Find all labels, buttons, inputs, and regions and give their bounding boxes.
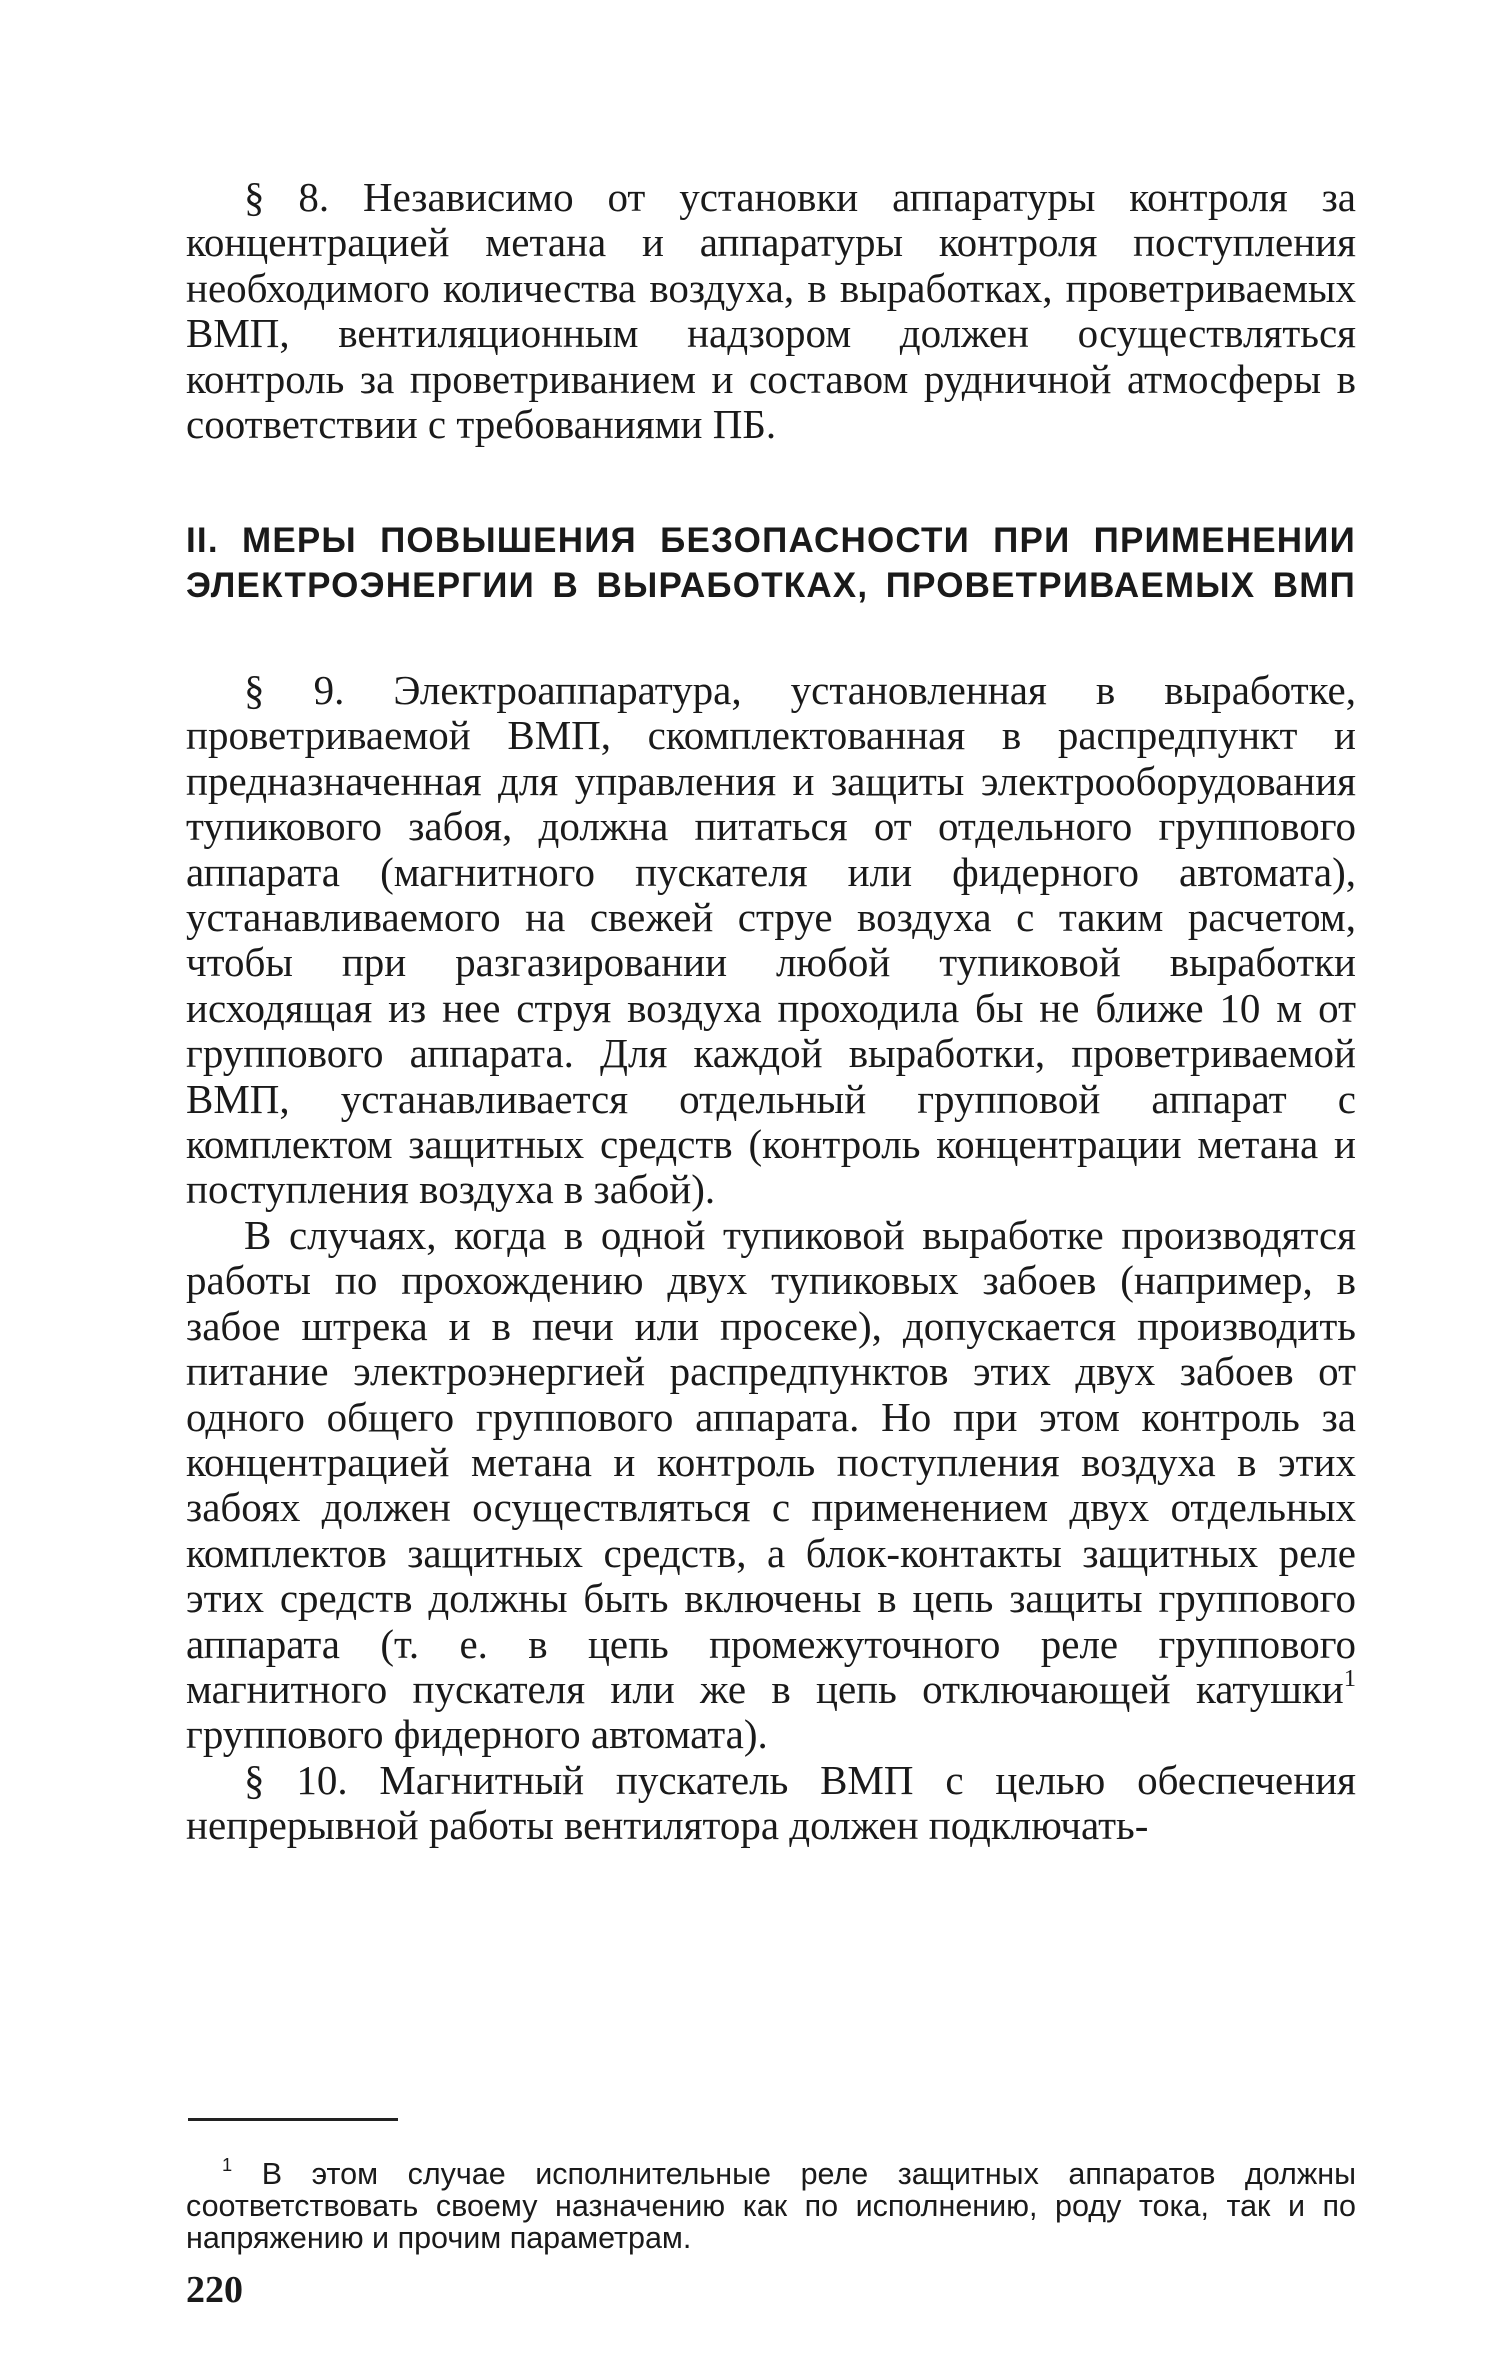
section-8-block bbox=[186, 175, 1356, 447]
section-9-continuation-text: В случаях, когда в одной тупиковой выработке производятся работы по прохождению двух тупиковых забоев (например, в забое штрека и в печи или просеке), допускается производить питание электроэнергией распредпунктов этих двух забоев от одного общего группового аппарата. Но при этом контроль за концентрацией метана и контроль поступления воздуха в этих забоях должен осуществляться с применением двух отдельных комплектов защитных средств, а блок-контакты защитных реле этих средств должны быть включены в цепь защиты группового аппарата (т. е. в цепь промежуточного реле группового магнитного пускателя или же в цепь отключающей катушки bbox=[186, 1211, 1356, 1712]
footnotes-block bbox=[186, 2154, 1356, 2255]
chapter-heading-line-1: II. МЕРЫ ПОВЫШЕНИЯ БЕЗОПАСНОСТИ ПРИ ПРИМЕНЕНИИ bbox=[186, 521, 1356, 560]
page-number: 220 bbox=[186, 2269, 243, 2311]
section-9-paragraph: § 9. Электроаппаратура, установленная в выработке, проветриваемой ВМП, скомплектованная в распредпункт и предназначенная для управления и защиты электрооборудования тупикового забоя, должна питаться от отдельного группового аппарата (магнитного пускателя или фидерного автомата), устанавливаемого на свежей струе воздуха с таким расчетом, чтобы при разгазировании любой тупиковой выработки исходящая из нее струя воздуха проходила бы не ближе 10 м от группового аппарата. Для каждой выработки, проветриваемой ВМП, устанавливается отдельный групповой аппарат с комплектом защитных средств (контроль концентрации метана и поступления воздуха в забой). bbox=[186, 667, 1356, 1213]
footnote-1 bbox=[186, 2154, 1356, 2255]
section-10-paragraph: § 10. Магнитный пускатель ВМП с целью обеспечения непрерывной работы вентилятора должен подключать- bbox=[186, 1756, 1356, 1849]
main-body-block bbox=[186, 668, 1356, 1849]
chapter-heading-line-2: ЭЛЕКТРОЭНЕРГИИ В ВЫРАБОТКАХ, ПРОВЕТРИВАЕМЫХ ВМП bbox=[186, 566, 1356, 605]
footnote-marker: 1 bbox=[222, 2154, 233, 2176]
section-9-continuation-paragraph bbox=[186, 1213, 1356, 1758]
footnote-text: В этом случае исполнительные реле защитных аппаратов должны соответствовать своему назначению как по исполнению, роду тока, так и по напряжению и прочим параметрам. bbox=[186, 2157, 1356, 2255]
section-8-paragraph: § 8. Независимо от установки аппаратуры контроля за концентрацией метана и аппаратуры контроля поступления необходимого количества воздуха, в выработках, проветриваемых ВМП, вентиляционным надзором должен осуществляться контроль за проветриванием и составом рудничной атмосферы в соответствии с требованиями ПБ. bbox=[186, 174, 1356, 448]
chapter-heading bbox=[186, 518, 1356, 608]
section-9-continuation-tail: группового фидерного автомата). bbox=[186, 1711, 768, 1758]
footnote-reference: 1 bbox=[1343, 1664, 1356, 1692]
footnote-divider bbox=[188, 2118, 398, 2121]
